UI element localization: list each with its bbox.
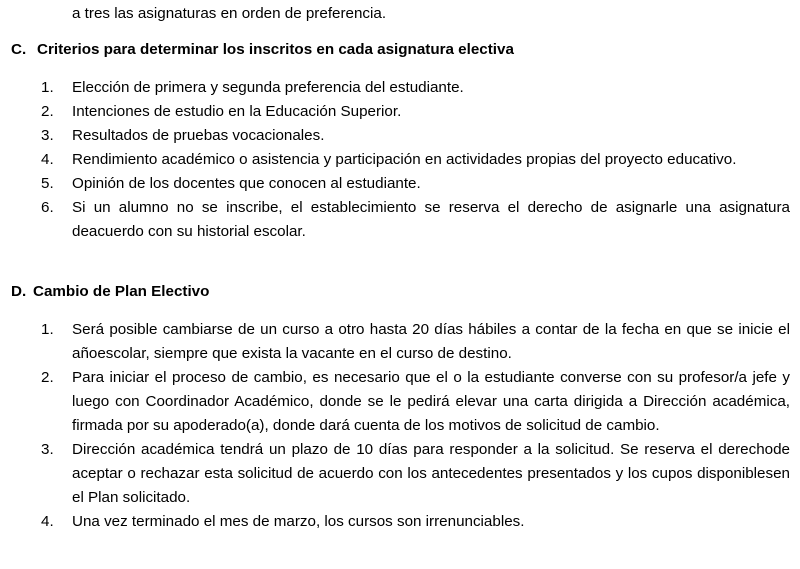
- section-c-title: Criterios para determinar los inscritos en cada asignatura electiva: [37, 41, 514, 58]
- list-item-text: Una vez terminado el mes de marzo, los cursos son irrenunciables.: [72, 513, 525, 530]
- list-item-text: Resultados de pruebas vocacionales.: [72, 127, 325, 144]
- list-item-text: Será posible cambiarse de un curso a otro hasta 20 días hábiles a contar de la fecha en que se inicie el añoescolar, siempre que exista la vacante en el curso de destino.: [72, 321, 790, 362]
- list-item: [41, 76, 790, 100]
- list-item-text: Rendimiento académico o asistencia y participación en actividades propias del proyecto educativo.: [72, 151, 737, 168]
- list-item-number: 3.: [41, 127, 54, 144]
- list-item-number: 1.: [41, 321, 54, 338]
- list-item-number: 4.: [41, 151, 54, 168]
- section-d-list: [41, 318, 790, 534]
- list-item-number: 1.: [41, 79, 54, 96]
- list-item: [41, 172, 790, 196]
- list-item: [41, 196, 790, 244]
- list-item: [41, 366, 790, 438]
- list-item: [41, 510, 790, 534]
- continuation-text: a tres las asignaturas en orden de preferencia.: [72, 5, 387, 22]
- list-item: [41, 438, 790, 510]
- section-c-heading: [11, 40, 514, 60]
- list-item-number: 2.: [41, 369, 54, 386]
- list-item-text: Opinión de los docentes que conocen al estudiante.: [72, 175, 421, 192]
- section-d-heading: [11, 282, 209, 302]
- section-d-letter: D.: [11, 283, 27, 300]
- list-item-text: Elección de primera y segunda preferencia del estudiante.: [72, 79, 464, 96]
- list-item: [41, 318, 790, 366]
- list-item-text: Intenciones de estudio en la Educación Superior.: [72, 103, 402, 120]
- list-item-number: 6.: [41, 199, 54, 216]
- list-item-number: 3.: [41, 441, 54, 458]
- list-item-number: 4.: [41, 513, 54, 530]
- list-item-number: 5.: [41, 175, 54, 192]
- list-item-number: 2.: [41, 103, 54, 120]
- list-item: [41, 148, 790, 172]
- section-d-title: Cambio de Plan Electivo: [33, 283, 210, 300]
- section-c-letter: C.: [11, 41, 27, 58]
- list-item-text: Para iniciar el proceso de cambio, es necesario que el o la estudiante converse con su profesor/a jefe y luego con Coordinador Académico, donde se le pedirá elevar una carta dirigida a Dirección académica, firmada por su apoderado(a), donde dará cuenta de los motivos de solicitud de cambio.: [72, 369, 790, 434]
- list-item-text: Dirección académica tendrá un plazo de 10 días para responder a la solicitud. Se reserva el derechode aceptar o rechazar esta solicitud de acuerdo con los antecedentes presentados y los cupos disponiblesen el Plan solicitado.: [72, 441, 790, 506]
- list-item: [41, 100, 790, 124]
- list-item: [41, 124, 790, 148]
- list-item-text: Si un alumno no se inscribe, el establecimiento se reserva el derecho de asignarle una asignatura deacuerdo con su historial escolar.: [72, 199, 790, 240]
- section-c-list: [41, 76, 790, 244]
